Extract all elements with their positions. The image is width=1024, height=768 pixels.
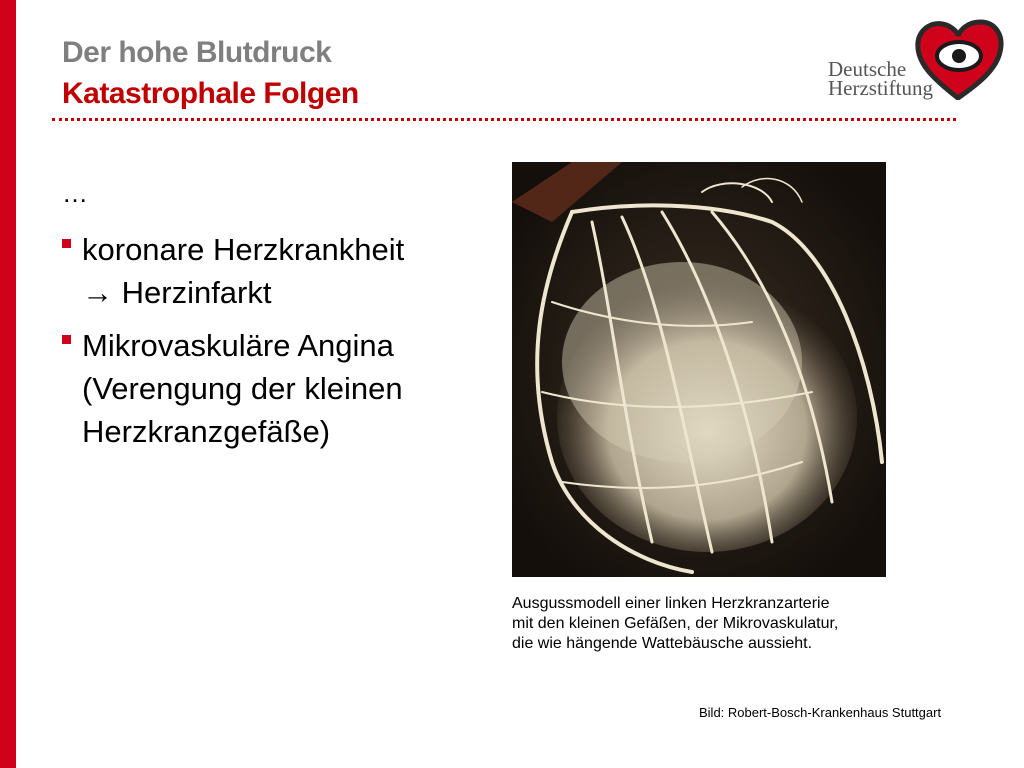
coronary-cast-photo [512, 162, 886, 577]
bullet-line: → Herzinfarkt [82, 275, 272, 310]
image-caption [512, 594, 952, 654]
bullet-line: (Verengung der kleinen [82, 371, 403, 406]
left-accent-bar [0, 0, 16, 768]
ellipsis-text: … [62, 178, 88, 208]
slide-subtitle: Katastrophale Folgen [62, 77, 359, 110]
bullet-line: Herzkranzgefäße) [82, 414, 331, 449]
title-divider [52, 118, 956, 121]
bullet-item [62, 324, 482, 453]
bullet-square-icon [62, 335, 71, 344]
logo-text-line1: Deutsche [828, 57, 907, 81]
slide-title: Der hohe Blutdruck [62, 36, 332, 69]
bullet-line: Mikrovaskuläre Angina [82, 328, 394, 363]
heart-eye-icon [912, 18, 1004, 100]
logo-text-line2: Herzstiftung [828, 76, 933, 100]
caption-line: Ausgussmodell einer linken Herzkranzarterie [512, 595, 830, 612]
image-credit: Bild: Robert-Bosch-Krankenhaus Stuttgart [699, 705, 942, 720]
caption-line: mit den kleinen Gefäßen, der Mikrovaskulatur, [512, 615, 839, 632]
bullet-item [62, 228, 482, 314]
bullet-list [62, 228, 482, 463]
bullet-line: koronare Herzkrankheit [82, 232, 405, 267]
bullet-square-icon [62, 239, 71, 248]
caption-line: die wie hängende Wattebäusche aussieht. [512, 635, 813, 652]
